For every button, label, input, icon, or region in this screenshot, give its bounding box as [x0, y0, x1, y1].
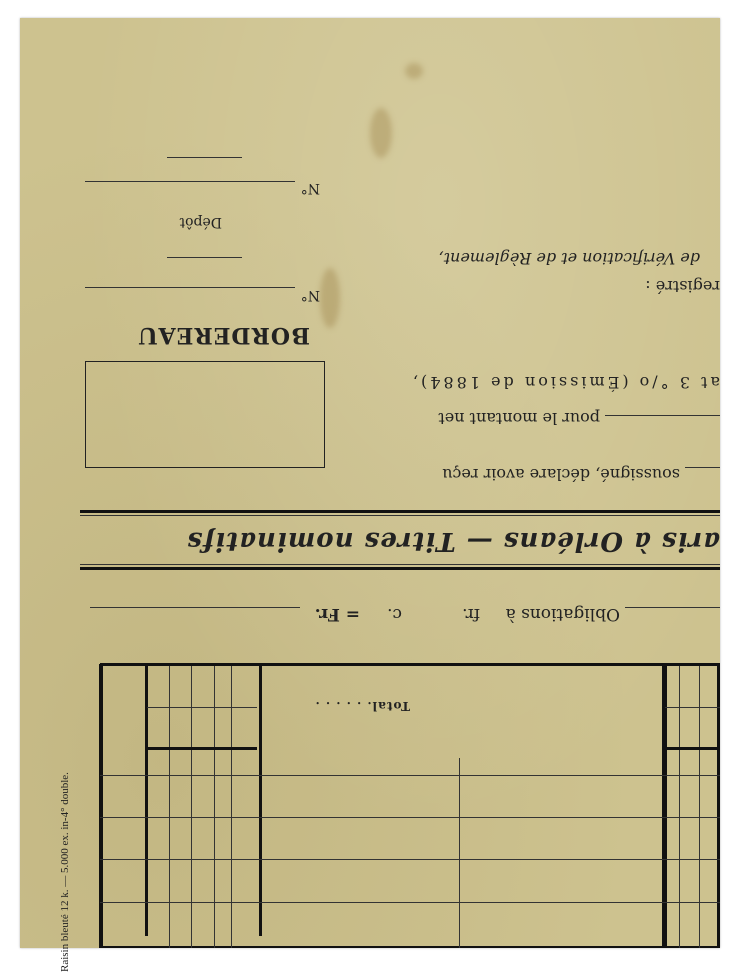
- c-label: c.: [387, 604, 402, 624]
- grid-row: [100, 859, 720, 860]
- number-label-2: N°: [300, 180, 320, 196]
- depot-rule-bottom: [167, 157, 242, 158]
- table-column-rule: [259, 664, 262, 936]
- title-rule-top: [80, 567, 720, 570]
- table-column-rule: [145, 664, 148, 936]
- equals-fr: = Fr.: [314, 604, 360, 624]
- document-title: aris à Orléans — Titres nominatifs: [186, 526, 720, 556]
- grid-row: [665, 707, 720, 708]
- upside-down-content: [20, 18, 720, 972]
- table-bottom-rule: [100, 663, 720, 666]
- underline: [625, 607, 720, 608]
- table-right-rule: [99, 664, 103, 948]
- underline: [605, 415, 720, 416]
- number-underline-2: [85, 181, 295, 182]
- depot-rule-top: [167, 257, 242, 258]
- grid-row: [100, 902, 720, 903]
- table-top-rule: [100, 946, 720, 948]
- document-sheet: [20, 18, 720, 972]
- body-line-5: registré :: [645, 277, 720, 296]
- depot-label: Dépôt: [179, 214, 222, 230]
- title-rule-bottom-thin: [80, 515, 720, 516]
- body-line-3: at 3 °/o (Émission de 1884),: [409, 373, 720, 392]
- body-line-1: soussigné, déclare avoir reçu: [442, 465, 680, 484]
- body-line-4: de Vérification et de Règlement,: [438, 249, 700, 268]
- title-rule-top-thin: [80, 564, 720, 565]
- title-rule-bottom: [80, 510, 720, 513]
- body-line-2: pour le montant net: [438, 409, 600, 428]
- printer-side-note: Raisin bleuté 12 k. — 5.000 ex. in-4° double.: [59, 772, 71, 972]
- grid-row: [147, 707, 257, 708]
- grid-row-thick: [665, 747, 720, 750]
- fr-label: fr.: [462, 604, 480, 624]
- underline: [90, 607, 300, 608]
- number-underline-1: [85, 287, 295, 288]
- table-column-rule: [459, 758, 460, 948]
- obligations-label: Obligations à: [505, 604, 620, 624]
- grid-row: [100, 775, 720, 776]
- number-label-1: N°: [300, 287, 320, 303]
- stamp-box: [85, 361, 325, 468]
- total-label: Total. . . . . .: [314, 699, 410, 713]
- bordereau-title: BORDEREAU: [137, 322, 310, 348]
- grid-row: [100, 817, 720, 818]
- underline: [685, 467, 720, 468]
- grid-row-thick: [147, 747, 257, 750]
